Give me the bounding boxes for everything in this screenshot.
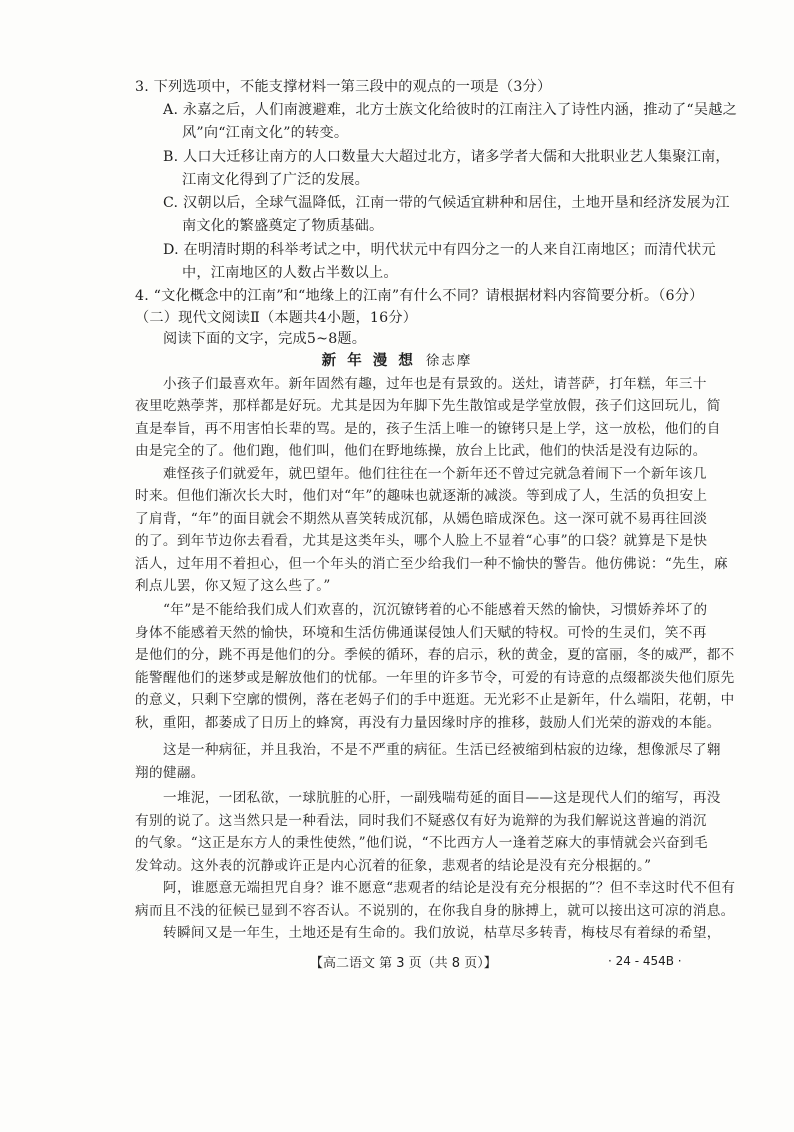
essay-author: 徐志摩 [425,353,473,369]
question-4: 4. “文化概念中的江南”和“地缘上的江南”有什么不同？请根据材料内容简要分析。（6分） [135,288,704,304]
essay-p4-line1: 这是一种病征，并且我治，不是不严重的病征。生活已经被缩到枯寂的边缘，想像派尽了翱 [163,742,721,758]
essay-p3-line5: 的意义，只剩下空廓的惯例，落在老妈子们的手中逛逛。无光彩不止是新年，什么端阳，花朝，中 [135,692,735,708]
q3-option-c-line1: C. 汉朝以后，全球气温降低，江南一带的气候适宜耕种和居住，土地开垦和经济发展为江 [163,195,730,211]
question-3-stem: 3. 下列选项中，不能支撑材料一第三段中的观点的一项是（3分） [135,79,552,95]
q3-option-d-line1: D. 在明清时期的科举考试之中，明代状元中有四分之一的人来自江南地区；而清代状元 [163,242,716,258]
page-footer-code: · 24 - 454B · [608,954,682,968]
essay-p6-line2: 病而且不浅的征候已显到不容否认。不说别的，在你我自身的脉搏上，就可以接出这可凉的消息。 [135,903,735,919]
essay-title-text: 新 年 漫 想 [321,353,416,369]
essay-p5-line3: 的气象。“这正是东方人的秉性使然，”他们说，“不比西方人一逢着芝麻大的事情就会兴奋到毛 [135,835,708,851]
page-footer-label: 【高二语文 第 3 页（共 8 页）】 [310,956,497,971]
q3-option-a-line1: A. 永嘉之后，人们南渡避难，北方士族文化给彼时的江南注入了诗性内涵，推动了“吴越之 [163,102,738,118]
essay-p4-line2: 翔的健翮。 [135,765,205,781]
essay-p3-line4: 能警醒他们的迷梦或是解放他们的忧郁。一年里的许多节令，可爱的有诗意的点缀都淡失他们原先 [135,670,735,686]
q3-option-a-line2: 风”向“江南文化”的转变。 [182,125,349,141]
essay-p3-line6: 秋，重阳，都萎成了日历上的蜂窝，再没有力量因缘时序的推移，鼓励人们光荣的游戏的本能。 [135,715,721,731]
essay-p2-line2: 时来。但他们渐次长大时，他们对“年”的趣味也就逐渐的减淡。等到成了人，生活的负担安上 [135,488,708,504]
essay-p1-line4: 由是完全的了。他们跑，他们叫，他们在野地练操，放台上比武，他们的快活是没有边际的。 [135,443,707,459]
essay-p3-line3: 是他们的分，跳不再是他们的分。季候的循环，春的启示，秋的黄金，夏的富丽，冬的威严，都不 [135,647,735,663]
essay-p2-line3: 了肩背，“年”的面目就会不期然从喜笑转成沉郁，从嫣色暗成深色。这一深可就不易再往回淡 [135,511,708,527]
section-2-heading: （二）现代文阅读Ⅱ（本题共4小题，16分） [135,310,418,326]
essay-p5-line4: 发耸动。这外表的沉静或许正是内心沉着的征象，悲观者的结论是没有充分根据的。” [135,858,652,874]
essay-p3-line2: 身体不能感着天然的愉快，环境和生活仿佛通谋侵蚀人们天赋的特权。可怜的生灵们，笑不再 [135,625,707,641]
essay-p3-line1: “年”是不能给我们成人们欢喜的，沉沉镣铐着的心不能感着天然的愉快，习惯娇养坏了的 [163,602,708,618]
essay-p5-line1: 一堆泥，一团私欲，一球肮脏的心肝，一副残喘苟延的面目——这是现代人们的缩写，再没 [163,790,721,806]
essay-p5-line2: 有别的说了。这当然只是一种看法，同时我们不疑惑仅有好为诡辩的为我们解说这普遍的消沉 [135,813,707,829]
essay-p1-line1: 小孩子们最喜欢年。新年固然有趣，过年也是有景致的。送灶，请菩萨，打年糕，年三十 [163,376,707,392]
section-2-instruction: 阅读下面的文字，完成5~8题。 [163,331,367,347]
essay-p1-line3: 直是奉旨，再不用害怕长辈的骂。是的，孩子生活上唯一的镣铐只是上学，这一放松，他们的自 [135,421,721,437]
essay-p2-line1: 难怪孩子们就爱年，就巴望年。他们往往在一个新年还不曾过完就急着闹下一个新年该几 [163,466,707,482]
essay-p2-line5: 活人，过年用不着担心，但一个年头的消亡至少给我们一种不愉快的警告。他仿佛说：“先生，麻 [135,556,728,572]
essay-p6-line1: 阿，谁愿意无端担咒自身？谁不愿意“悲观者的结论是没有充分根据的”？但不幸这时代不但有 [163,880,736,896]
essay-p2-line6: 利点儿罢，你又短了这么些了。” [135,578,331,594]
q3-option-d-line2: 中，江南地区的人数占半数以上。 [182,265,398,281]
essay-p7-line1: 转瞬间又是一年生，土地还是有生命的。我们放说，枯草尽多转青，梅枝尽有着绿的希望， [163,925,721,941]
essay-p2-line4: 的了。到年节边你去看看，尤其是这类年头，哪个人脸上不显着“心事”的口袋？就算是下是快 [135,533,708,549]
q3-option-c-line2: 南文化的繁盛奠定了物质基础。 [182,218,384,234]
essay-p1-line2: 夜里吃熟荸荠，那样都是好玩。尤其是因为年脚下先生散馆或是学堂放假，孩子们这回玩儿，简 [135,398,721,414]
q3-option-b-line1: B. 人口大迁移让南方的人口数量大大超过北方，诸多学者大儒和大批职业艺人集聚江南， [163,149,730,165]
q3-option-b-line2: 江南文化得到了广泛的发展。 [182,172,370,188]
essay-title [0,349,794,370]
